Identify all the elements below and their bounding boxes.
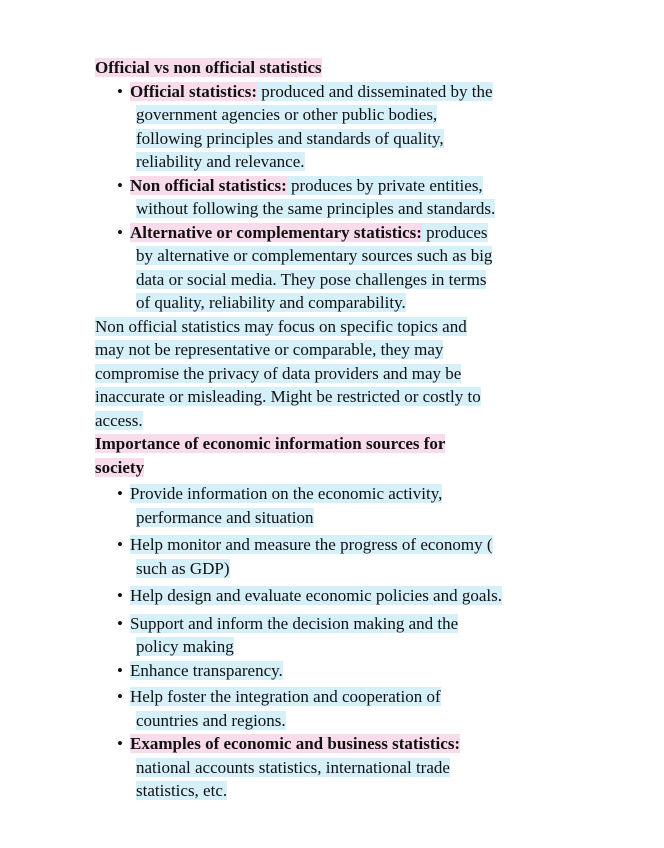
bullet-monitor-progress (95, 533, 585, 557)
paragraph-text: inaccurate or misleading. Might be restricted or costly to (95, 387, 481, 406)
bullet-marker: • (117, 586, 123, 605)
bullet-text: policy making (136, 637, 234, 656)
heading-text: society (95, 457, 145, 477)
heading-text: Importance of economic information sources for (95, 434, 446, 453)
bullet-text: statistics, etc. (136, 781, 228, 800)
bullet-term: Official statistics: (130, 81, 257, 101)
bullet-text: Enhance transparency. (130, 660, 283, 680)
bullet-examples (95, 732, 585, 756)
bullet-continuation (95, 150, 585, 174)
bullet-marker: • (117, 687, 123, 706)
bullet-text: by alternative or complementary sources such as big (136, 246, 493, 265)
bullet-continuation (95, 197, 585, 221)
bullet-design-policies (95, 584, 585, 608)
bullet-provide-information (95, 482, 585, 506)
paragraph-line (95, 362, 585, 386)
bullet-text: produces by private entities, (286, 175, 483, 195)
paragraph-line (95, 315, 585, 339)
paragraph-text: may not be representative or comparable, they may (95, 340, 444, 359)
bullet-continuation (95, 779, 585, 803)
bullet-text: data or social media. They pose challenges in terms (136, 269, 487, 289)
bullet-continuation (95, 506, 585, 530)
bullet-non-official-statistics (95, 174, 585, 198)
bullet-continuation (95, 268, 585, 292)
bullet-text: without following the same principles and standards. (136, 199, 496, 218)
bullet-transparency (95, 659, 585, 683)
bullet-text: performance and situation (136, 507, 314, 527)
bullet-marker: • (117, 81, 123, 101)
bullet-continuation (95, 103, 585, 127)
bullet-marker: • (117, 535, 123, 554)
document-page (95, 56, 585, 803)
bullet-decision-making (95, 612, 585, 636)
bullet-text: Help design and evaluate economic policies and goals. (130, 586, 502, 605)
bullet-text: of quality, reliability and comparability. (136, 293, 406, 312)
bullet-text: Help foster the integration and cooperation of (130, 687, 441, 706)
bullet-continuation (95, 557, 585, 581)
bullet-integration (95, 685, 585, 709)
bullet-text: reliability and relevance. (136, 152, 305, 171)
bullet-marker: • (117, 484, 123, 503)
bullet-marker: • (117, 613, 123, 633)
paragraph-text: Non official statistics may focus on specific topics and (95, 316, 467, 336)
bullet-text: Help monitor and measure the progress of economy ( (130, 535, 493, 554)
bullet-continuation (95, 756, 585, 780)
bullet-continuation (95, 709, 585, 733)
bullet-marker: • (117, 175, 123, 195)
bullet-text: produces (421, 222, 488, 242)
section-heading-official (95, 56, 585, 80)
bullet-official-statistics (95, 80, 585, 104)
bullet-marker: • (117, 222, 123, 242)
bullet-text: Provide information on the economic activity, (130, 484, 443, 503)
bullet-marker: • (117, 734, 123, 753)
bullet-marker: • (117, 660, 123, 680)
bullet-text: national accounts statistics, international trade (136, 757, 450, 777)
bullet-continuation (95, 127, 585, 151)
bullet-alternative-statistics (95, 221, 585, 245)
paragraph-text: access. (95, 410, 143, 430)
bullet-continuation (95, 244, 585, 268)
bullet-text: following principles and standards of quality, (136, 128, 444, 148)
bullet-term: Alternative or complementary statistics: (130, 222, 422, 242)
paragraph-text: compromise the privacy of data providers and may be (95, 363, 462, 383)
bullet-term: Examples of economic and business statistics: (130, 734, 461, 753)
bullet-continuation (95, 291, 585, 315)
paragraph-line (95, 409, 585, 433)
paragraph-line (95, 338, 585, 362)
bullet-text: produced and disseminated by the (257, 81, 493, 101)
bullet-text: countries and regions. (136, 710, 286, 730)
section-heading-importance (95, 432, 585, 456)
bullet-text: Support and inform the decision making and the (130, 613, 459, 633)
paragraph-line (95, 385, 585, 409)
bullet-continuation (95, 635, 585, 659)
heading-text: Official vs non official statistics (95, 58, 322, 77)
bullet-text: government agencies or other public bodies, (136, 105, 438, 124)
section-heading-importance-cont (95, 456, 585, 480)
bullet-text: such as GDP) (136, 558, 230, 578)
bullet-term: Non official statistics: (130, 175, 287, 195)
